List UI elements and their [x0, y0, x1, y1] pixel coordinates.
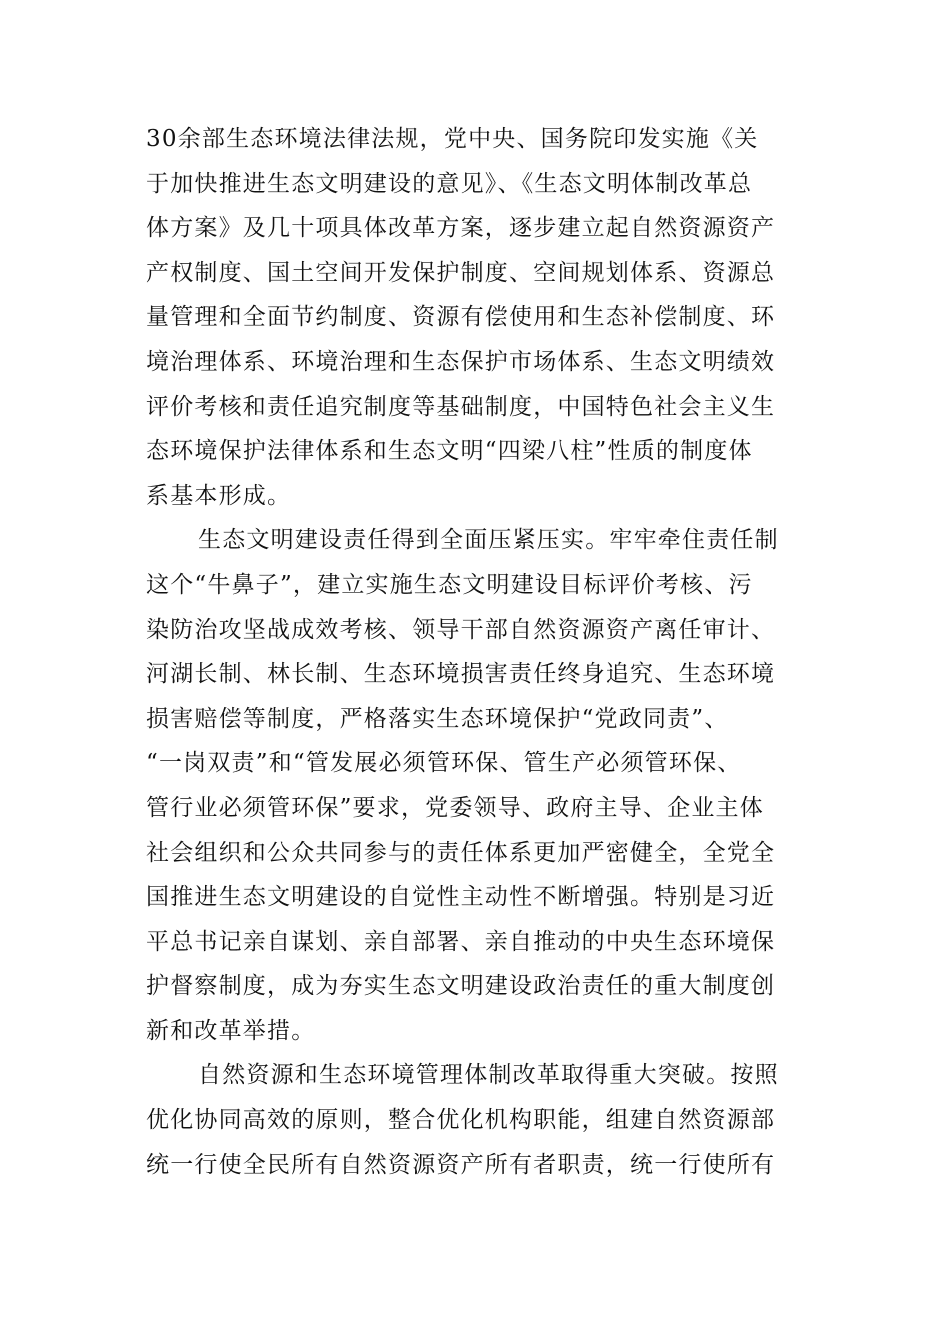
- text-line: 国推进生态文明建设的自觉性主动性不断增强。特别是习近: [146, 884, 776, 911]
- text-line: 产权制度、国土空间开发保护制度、空间规划体系、资源总: [146, 259, 776, 286]
- paragraph-management-reform: [146, 1053, 810, 1187]
- paragraph-responsibility: [146, 518, 810, 1053]
- document-body: [146, 117, 810, 1187]
- text-line: 生态文明建设责任得到全面压紧压实。牢牢牵住责任制: [198, 527, 779, 554]
- text-line: 量管理和全面节约制度、资源有偿使用和生态补偿制度、环: [146, 304, 776, 331]
- text-line: 境治理体系、环境治理和生态保护市场体系、生态文明绩效: [146, 348, 776, 375]
- paragraph-legal-system: [146, 117, 810, 518]
- text-line: 护督察制度，成为夯实生态文明建设政治责任的重大制度创: [146, 973, 776, 1000]
- text-line: 30余部生态环境法律法规，党中央、国务院印发实施《关: [146, 126, 759, 152]
- text-line: 于加快推进生态文明建设的意见》、《生态文明体制改革总: [146, 170, 753, 197]
- text-line: 社会组织和公众共同参与的责任体系更加严密健全，全党全: [146, 839, 776, 866]
- text-line: 优化协同高效的原则，整合优化机构职能，组建自然资源部: [146, 1107, 776, 1134]
- text-line: “一岗双责”和“管发展必须管环保、管生产必须管环保、: [146, 750, 742, 777]
- text-line: 平总书记亲自谋划、亲自部署、亲自推动的中央生态环境保: [146, 928, 776, 955]
- text-line: 这个“牛鼻子”，建立实施生态文明建设目标评价考核、污: [146, 571, 753, 598]
- text-line: 河湖长制、林长制、生态环境损害责任终身追究、生态环境: [146, 661, 776, 688]
- text-line: 染防治攻坚战成效考核、领导干部自然资源资产离任审计、: [146, 616, 776, 643]
- text-line: 自然资源和生态环境管理体制改革取得重大突破。按照: [198, 1062, 779, 1089]
- text-line: 新和改革举措。: [146, 1017, 316, 1044]
- text-line: 态环境保护法律体系和生态文明“四梁八柱”性质的制度体: [146, 438, 753, 465]
- text-line: 损害赔偿等制度，严格落实生态环境保护“党政同责”、: [146, 705, 729, 732]
- text-line: 评价考核和责任追究制度等基础制度，中国特色社会主义生: [146, 393, 776, 420]
- text-line: 管行业必须管环保”要求，党委领导、政府主导、企业主体: [146, 794, 764, 821]
- text-line: 系基本形成。: [146, 482, 292, 509]
- text-line: 体方案》及几十项具体改革方案，逐步建立起自然资源资产: [146, 215, 776, 242]
- text-line: 统一行使全民所有自然资源资产所有者职责，统一行使所有: [146, 1151, 776, 1178]
